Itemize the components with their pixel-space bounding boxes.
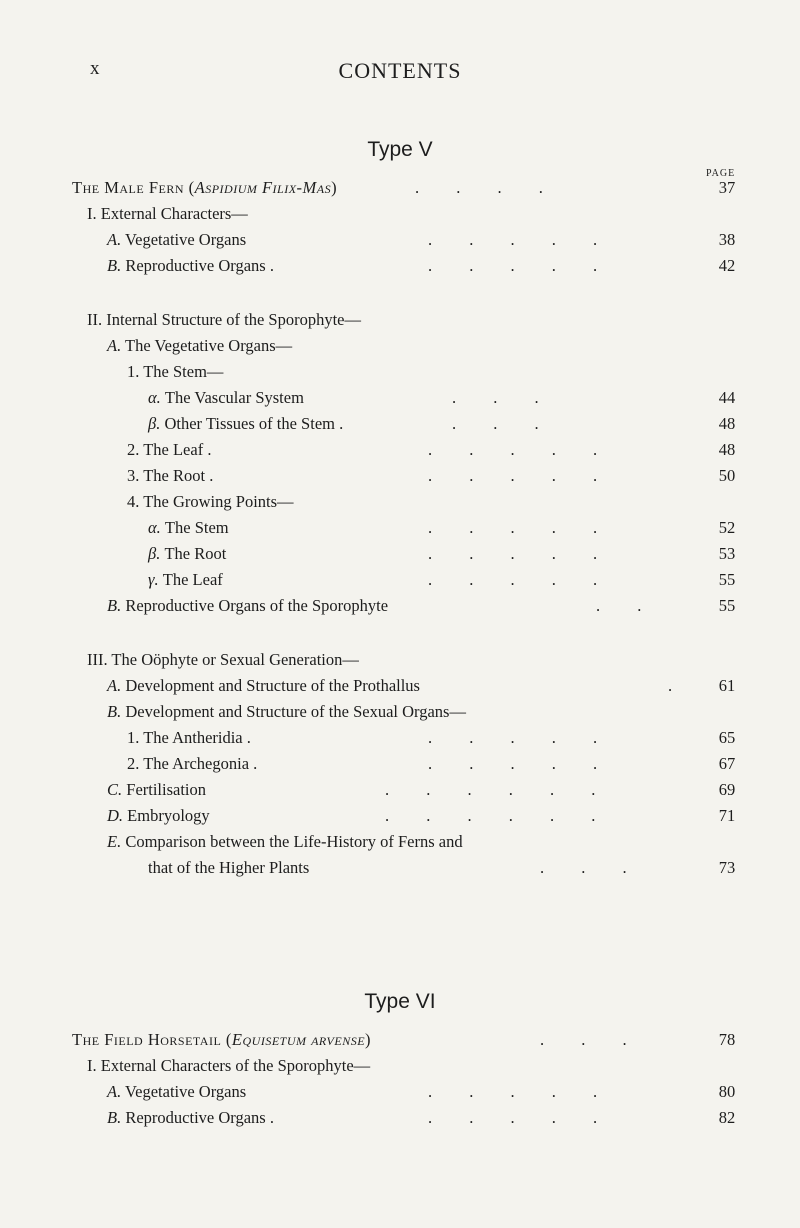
dot-leader: . . . . . — [428, 570, 598, 589]
toc-entry-page: 38 — [718, 230, 736, 249]
toc-entry-page: 55 — [718, 570, 736, 589]
toc-entry-label — [107, 336, 292, 356]
toc-entry — [0, 570, 800, 594]
toc-entry-page: 82 — [718, 1108, 736, 1127]
toc-entry-label — [148, 544, 226, 564]
toc-entry-label — [148, 388, 304, 408]
toc-entry-label — [127, 440, 211, 460]
toc-entry — [0, 728, 800, 752]
toc-entry-label — [87, 650, 359, 670]
toc-entry-letter: β. — [148, 414, 161, 433]
page-title: CONTENTS — [338, 58, 462, 83]
toc-entry-letter: α. — [148, 518, 161, 537]
toc-entry-text: The Vegetative Organs— — [125, 336, 293, 355]
toc-entry — [0, 518, 800, 542]
toc-entry-page: 52 — [718, 518, 736, 537]
toc-entry-label — [127, 728, 251, 748]
toc-entry-letter: γ. — [148, 570, 159, 589]
toc-entry-label — [148, 518, 229, 538]
toc-entry-text: The Vascular System — [164, 388, 304, 407]
toc-entry-page: 65 — [718, 728, 736, 747]
toc-entry — [0, 650, 800, 674]
toc-entry — [0, 858, 800, 882]
toc-entry-text: Reproductive Organs of the Sporophyte — [125, 596, 389, 615]
dot-leader: . . . . . — [428, 256, 598, 275]
dot-leader: . . . . . . — [385, 780, 596, 799]
toc-entry-label — [107, 1108, 274, 1128]
dot-leader: . . . . . — [428, 728, 598, 747]
toc-entry-text: Development and Structure of the Sexual Organs— — [125, 702, 466, 721]
toc-entry-page: 71 — [718, 806, 736, 825]
toc-entry — [0, 230, 800, 254]
toc-entry — [0, 256, 800, 280]
toc-entry-page: 67 — [718, 754, 736, 773]
toc-entry-text: 2. The Archegonia . — [127, 754, 258, 773]
toc-entry-label — [87, 310, 361, 330]
toc-entry — [0, 596, 800, 620]
dot-leader: . . . . . — [428, 466, 598, 485]
dot-leader: . . . . . . — [385, 806, 596, 825]
toc-entry-text: II. Internal Structure of the Sporophyte— — [87, 310, 362, 329]
toc-entry-text: Other Tissues of the Stem . — [164, 414, 344, 433]
toc-entry-label — [148, 858, 309, 878]
dot-leader: . . . . . — [428, 754, 598, 773]
toc-entry-text: 1. The Antheridia . — [127, 728, 251, 747]
toc-entry-page: 44 — [718, 388, 736, 407]
toc-entry-text: 1. The Stem— — [127, 362, 224, 381]
toc-entry-text: Reproductive Organs . — [125, 1108, 274, 1127]
section-heading-type-v: Type V — [367, 138, 433, 161]
toc-entry — [0, 466, 800, 490]
toc-entry-label — [127, 754, 257, 774]
toc-entry-text: 4. The Growing Points— — [127, 492, 294, 511]
toc-entry-label — [107, 832, 463, 852]
toc-entry-letter: β. — [148, 544, 161, 563]
dot-leader: . . . . . — [428, 1082, 598, 1101]
toc-entry-label — [107, 1082, 246, 1102]
dot-leader: . . . . . — [428, 544, 598, 563]
dot-leader: . . . . . — [428, 440, 598, 459]
toc-entry-label — [107, 702, 466, 722]
toc-entry — [0, 1082, 800, 1106]
dot-leader: . . . — [452, 414, 539, 433]
page-column-label: PAGE — [706, 168, 736, 179]
toc-entry — [0, 492, 800, 516]
toc-entry-label — [107, 806, 210, 826]
toc-entry — [0, 1108, 800, 1132]
toc-entry — [0, 806, 800, 830]
toc-entry-text: III. The Oöphyte or Sexual Generation— — [87, 650, 359, 669]
toc-entry-label — [87, 1056, 370, 1076]
toc-entry-label: The Field Horsetail (Equisetum arvense) — [72, 1030, 372, 1049]
toc-entry — [0, 362, 800, 386]
toc-entry-text: The Leaf — [162, 570, 223, 589]
toc-entry-label — [148, 414, 343, 434]
toc-entry-page: 78 — [718, 1030, 736, 1049]
dot-leader: . . . . . — [428, 230, 598, 249]
toc-entry — [0, 702, 800, 726]
toc-entry-page: 53 — [718, 544, 736, 563]
toc-entry-label: The Male Fern (Aspidium Filix-Mas) — [72, 178, 338, 197]
toc-entry-label — [107, 780, 206, 800]
toc-entry-page: 55 — [718, 596, 736, 615]
toc-entry — [0, 676, 800, 700]
toc-entry-letter: E. — [107, 832, 122, 851]
toc-entry-page: 48 — [718, 440, 736, 459]
toc-entry-text: that of the Higher Plants — [148, 858, 310, 877]
toc-entry-letter: B. — [107, 256, 122, 275]
toc-entry-text: Vegetative Organs — [125, 1082, 247, 1101]
toc-entry-page: 48 — [718, 414, 736, 433]
toc-entry — [0, 754, 800, 778]
toc-entry-letter: A. — [107, 676, 122, 695]
toc-entry-label — [127, 466, 213, 486]
toc-entry-label — [107, 230, 246, 250]
toc-entry-page: 73 — [718, 858, 736, 877]
toc-entry-label — [107, 256, 274, 276]
dot-leader: . . . — [452, 388, 539, 407]
toc-entry-letter: D. — [107, 806, 124, 825]
toc-entry-text: Fertilisation — [126, 780, 207, 799]
toc-entry-label — [87, 204, 248, 224]
toc-entry-page: 69 — [718, 780, 736, 799]
toc-entry-label — [127, 362, 223, 382]
toc-entry — [0, 388, 800, 412]
toc-entry-title-vi: The Field Horsetail (Equisetum arvense) . . . 78 — [0, 1030, 800, 1054]
toc-entry-page: 61 — [718, 676, 736, 695]
dot-leader: . . — [596, 596, 642, 615]
toc-entry-page: 37 — [718, 178, 736, 197]
toc-entry — [0, 336, 800, 360]
toc-entry — [0, 544, 800, 568]
toc-entry-letter: A. — [107, 1082, 122, 1101]
toc-entry — [0, 440, 800, 464]
toc-entry-title-v: The Male Fern (Aspidium Filix-Mas) . . . . 37 — [0, 178, 800, 202]
running-head — [0, 58, 800, 88]
toc-entry-letter: C. — [107, 780, 123, 799]
toc-entry-text: The Stem — [164, 518, 229, 537]
toc-entry-text: Embryology — [127, 806, 210, 825]
toc-entry — [0, 832, 800, 856]
toc-entry — [0, 780, 800, 804]
toc-entry — [0, 1056, 800, 1080]
toc-entry-text: I. External Characters of the Sporophyte— — [87, 1056, 371, 1075]
toc-entry-page: 42 — [718, 256, 736, 275]
toc-entry-text: Comparison between the Life-History of Ferns and — [125, 832, 463, 851]
dot-leader: . — [668, 676, 673, 695]
toc-entry-letter: α. — [148, 388, 161, 407]
toc-entry-text: Development and Structure of the Prothallus — [125, 676, 420, 695]
toc-entry-letter: B. — [107, 596, 122, 615]
toc-entry-label — [107, 676, 420, 696]
toc-entry-text: 2. The Leaf . — [127, 440, 212, 459]
toc-entry-text: The Root — [164, 544, 227, 563]
toc-entry-text: I. External Characters— — [87, 204, 248, 223]
toc-entry — [0, 310, 800, 334]
toc-entry-label — [107, 596, 388, 616]
toc-entry-page: 50 — [718, 466, 736, 485]
toc-entry — [0, 414, 800, 438]
toc-entry-label — [127, 492, 294, 512]
toc-entry-text: Reproductive Organs . — [125, 256, 274, 275]
toc-entry-text: Vegetative Organs — [125, 230, 247, 249]
toc-entry-page: 80 — [718, 1082, 736, 1101]
toc-entry-letter: B. — [107, 702, 122, 721]
toc-entry-letter: B. — [107, 1108, 122, 1127]
page-folio: x — [90, 58, 100, 79]
toc-entry-label — [148, 570, 223, 590]
dot-leader: . . . . . — [428, 518, 598, 537]
toc-entry-letter: A. — [107, 230, 122, 249]
dot-leader: . . . — [540, 858, 627, 877]
toc-entry-text: 3. The Root . — [127, 466, 214, 485]
section-heading-type-vi: Type VI — [364, 990, 436, 1013]
dot-leader: . . . . . — [428, 1108, 598, 1127]
toc-entry-letter: A. — [107, 336, 122, 355]
toc-entry — [0, 204, 800, 228]
